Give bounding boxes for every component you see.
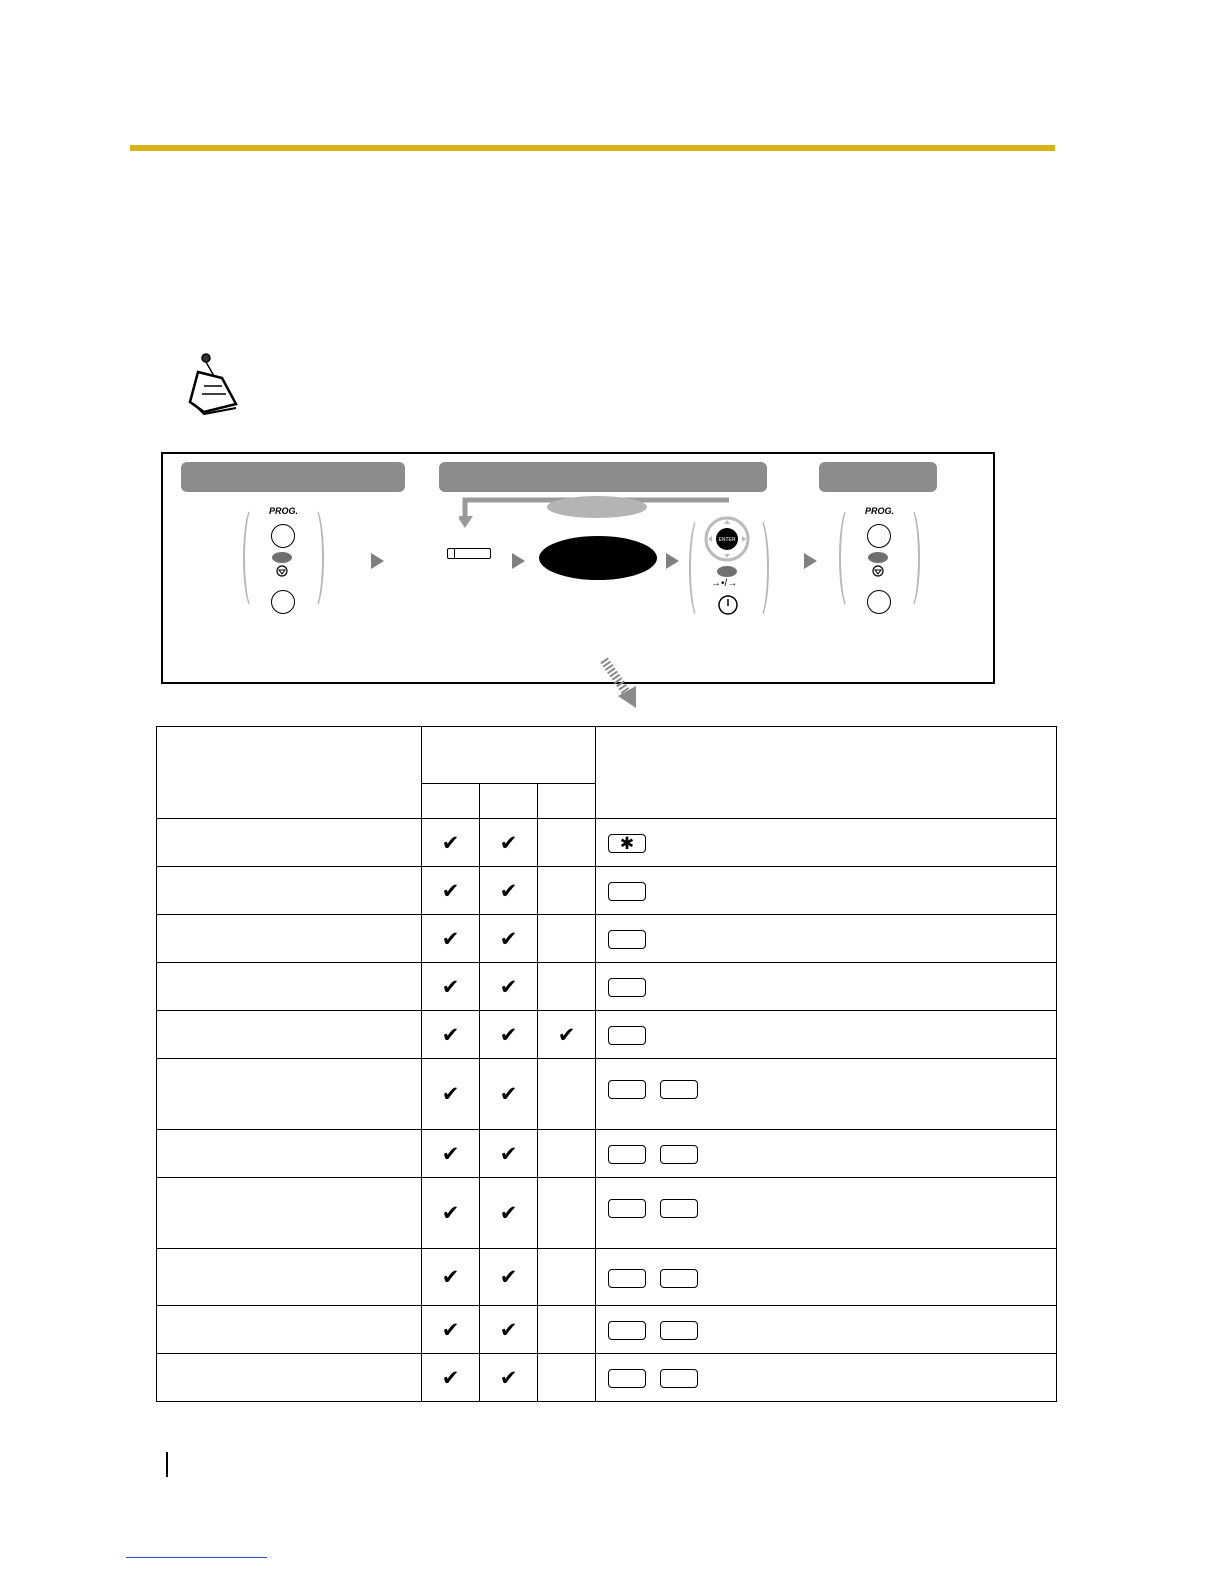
- dial-key[interactable]: [660, 1145, 698, 1164]
- prog-label: PROG.: [865, 506, 895, 516]
- check-cell: [538, 1354, 596, 1402]
- arrow-right-icon: [512, 553, 525, 569]
- check-cell: [422, 1178, 480, 1249]
- check-cell: [538, 1306, 596, 1354]
- checkmark-icon: ✔: [499, 926, 518, 951]
- procedure-cell: [596, 1306, 1057, 1354]
- feature-cell: [157, 1354, 422, 1402]
- checkmark-icon: ✔: [557, 1022, 576, 1047]
- check-cell: [538, 963, 596, 1011]
- header-feature: [157, 727, 422, 819]
- feature-cell: [157, 963, 422, 1011]
- feature-cell: [157, 1059, 422, 1130]
- checkmark-icon: ✔: [441, 1201, 460, 1225]
- dial-key[interactable]: [660, 1369, 698, 1388]
- table-row: [157, 915, 1057, 963]
- repeat-oval: [547, 496, 647, 518]
- check-cell: [480, 819, 538, 867]
- speaker-button[interactable]: [867, 590, 891, 614]
- feature-cell: [157, 1011, 422, 1059]
- check-cell: [480, 867, 538, 915]
- checkmark-icon: ✔: [499, 1022, 518, 1047]
- hold-icon[interactable]: [717, 594, 739, 616]
- checkmark-icon: ✔: [441, 1022, 460, 1047]
- check-cell: [422, 915, 480, 963]
- check-cell: [422, 1249, 480, 1306]
- check-cell: [480, 1011, 538, 1059]
- check-cell: [480, 1130, 538, 1178]
- checkmark-icon: ✔: [441, 830, 460, 855]
- bracket-right: [304, 506, 324, 610]
- dial-key[interactable]: [608, 1269, 646, 1288]
- check-cell: [538, 1178, 596, 1249]
- feature-cell: [157, 819, 422, 867]
- procedure-cell: [596, 1178, 1057, 1249]
- prog-label: PROG.: [269, 506, 299, 516]
- header-availability: [422, 727, 596, 784]
- checkmark-icon: ✔: [499, 1141, 518, 1166]
- feature-cell: [157, 1306, 422, 1354]
- procedure-cell: [596, 1130, 1057, 1178]
- check-cell: [422, 963, 480, 1011]
- dial-key[interactable]: [660, 1080, 698, 1099]
- dial-key[interactable]: [608, 978, 646, 997]
- enter-label: ENTER: [718, 537, 736, 543]
- checkmark-icon: ✔: [441, 1365, 460, 1390]
- dial-key[interactable]: [660, 1269, 698, 1288]
- procedure-cell: [596, 819, 1057, 867]
- table-row: [157, 1354, 1057, 1402]
- header-procedure: [596, 727, 1057, 819]
- table-row: [157, 1011, 1057, 1059]
- procedure-cell: [596, 963, 1057, 1011]
- checkmark-icon: ✔: [499, 830, 518, 855]
- feature-cell: [157, 1249, 422, 1306]
- bracket-left: [243, 506, 263, 610]
- arrow-right-icon: [371, 553, 384, 569]
- checkmark-icon: ✔: [441, 1082, 460, 1106]
- check-cell: [480, 915, 538, 963]
- checkmark-icon: ✔: [441, 878, 460, 903]
- feature-cell: [157, 915, 422, 963]
- procedure-cell: [596, 1354, 1057, 1402]
- check-cell: [422, 1306, 480, 1354]
- checkmark-icon: ✔: [499, 1317, 518, 1342]
- table-row: [157, 963, 1057, 1011]
- check-cell: [538, 1059, 596, 1130]
- checkmark-icon: ✔: [499, 1265, 518, 1289]
- checkmark-icon: ✔: [499, 1082, 518, 1106]
- check-cell: [538, 1130, 596, 1178]
- step-header-setting: [439, 462, 767, 492]
- store-icon: →•/→: [711, 578, 738, 589]
- feature-cell: [157, 1178, 422, 1249]
- feature-table: [156, 726, 1056, 1405]
- check-cell: [480, 1306, 538, 1354]
- header-col-2: [480, 784, 538, 819]
- led-indicator: [868, 552, 888, 563]
- arrow-right-icon: [666, 553, 679, 569]
- checkmark-icon: ✔: [441, 1265, 460, 1289]
- speaker-icon: [872, 565, 884, 577]
- check-cell: [480, 1178, 538, 1249]
- check-cell: [480, 1354, 538, 1402]
- check-cell: [422, 1059, 480, 1130]
- check-cell: [422, 1130, 480, 1178]
- header-rule: [130, 145, 1055, 151]
- header-col-1: [422, 784, 480, 819]
- feature-cell: [157, 1130, 422, 1178]
- table-row: [157, 867, 1057, 915]
- checkmark-icon: ✔: [441, 1317, 460, 1342]
- dial-key[interactable]: [608, 1321, 646, 1340]
- bracket-right: [900, 506, 920, 610]
- dial-key[interactable]: [608, 1199, 646, 1218]
- navigator-icon[interactable]: [704, 516, 750, 562]
- footer-divider: [166, 1452, 168, 1477]
- bracket-right: [749, 516, 769, 620]
- bracket-left: [839, 506, 859, 610]
- led-indicator: [717, 566, 737, 577]
- procedure-cell: [596, 915, 1057, 963]
- check-cell: [480, 1249, 538, 1306]
- check-cell: [538, 1249, 596, 1306]
- data-entry-oval: [539, 536, 657, 580]
- dial-key[interactable]: [660, 1199, 698, 1218]
- program-key[interactable]: [447, 548, 491, 559]
- checkmark-icon: ✔: [499, 1201, 518, 1225]
- dial-key[interactable]: [608, 1145, 646, 1164]
- feature-cell: [157, 867, 422, 915]
- note-icon: [184, 352, 244, 418]
- check-cell: [538, 819, 596, 867]
- check-cell: [422, 867, 480, 915]
- check-cell: [538, 867, 596, 915]
- dial-key[interactable]: ✱: [608, 834, 646, 853]
- procedure-cell: [596, 867, 1057, 915]
- table-row: [157, 1306, 1057, 1354]
- check-cell: [480, 963, 538, 1011]
- led-indicator: [272, 552, 292, 563]
- prog-button[interactable]: [867, 524, 891, 548]
- dial-key[interactable]: [608, 1080, 646, 1099]
- step-header-start: [181, 462, 405, 492]
- check-cell: [422, 1011, 480, 1059]
- table-row: [157, 1130, 1057, 1178]
- procedure-cell: [596, 1059, 1057, 1130]
- table-row: [157, 1178, 1057, 1249]
- checkmark-icon: ✔: [441, 974, 460, 999]
- dial-key[interactable]: [660, 1321, 698, 1340]
- table-row: [157, 1249, 1057, 1306]
- check-cell: [538, 915, 596, 963]
- checkmark-icon: ✔: [499, 878, 518, 903]
- check-cell: [422, 1354, 480, 1402]
- check-cell: [538, 1011, 596, 1059]
- checkmark-icon: ✔: [441, 926, 460, 951]
- dial-key[interactable]: [608, 1026, 646, 1045]
- checkmark-icon: ✔: [499, 974, 518, 999]
- speaker-button[interactable]: [271, 590, 295, 614]
- checkmark-icon: ✔: [441, 1141, 460, 1166]
- step-header-end: [819, 462, 937, 492]
- procedure-cell: [596, 1011, 1057, 1059]
- arrow-right-icon: [804, 553, 817, 569]
- dial-key[interactable]: [608, 1369, 646, 1388]
- continue-arrow-icon: [600, 656, 642, 710]
- procedure-cell: [596, 1249, 1057, 1306]
- check-cell: [422, 819, 480, 867]
- check-cell: [480, 1059, 538, 1130]
- programming-diagram: [161, 452, 995, 684]
- header-col-3: [538, 784, 596, 819]
- dial-key[interactable]: [608, 882, 646, 901]
- speaker-icon: [276, 565, 288, 577]
- table-row: [157, 1059, 1057, 1130]
- table-row: [157, 819, 1057, 867]
- footer-link[interactable]: [126, 1557, 267, 1558]
- prog-button[interactable]: [271, 524, 295, 548]
- dial-key[interactable]: [608, 930, 646, 949]
- checkmark-icon: ✔: [499, 1365, 518, 1390]
